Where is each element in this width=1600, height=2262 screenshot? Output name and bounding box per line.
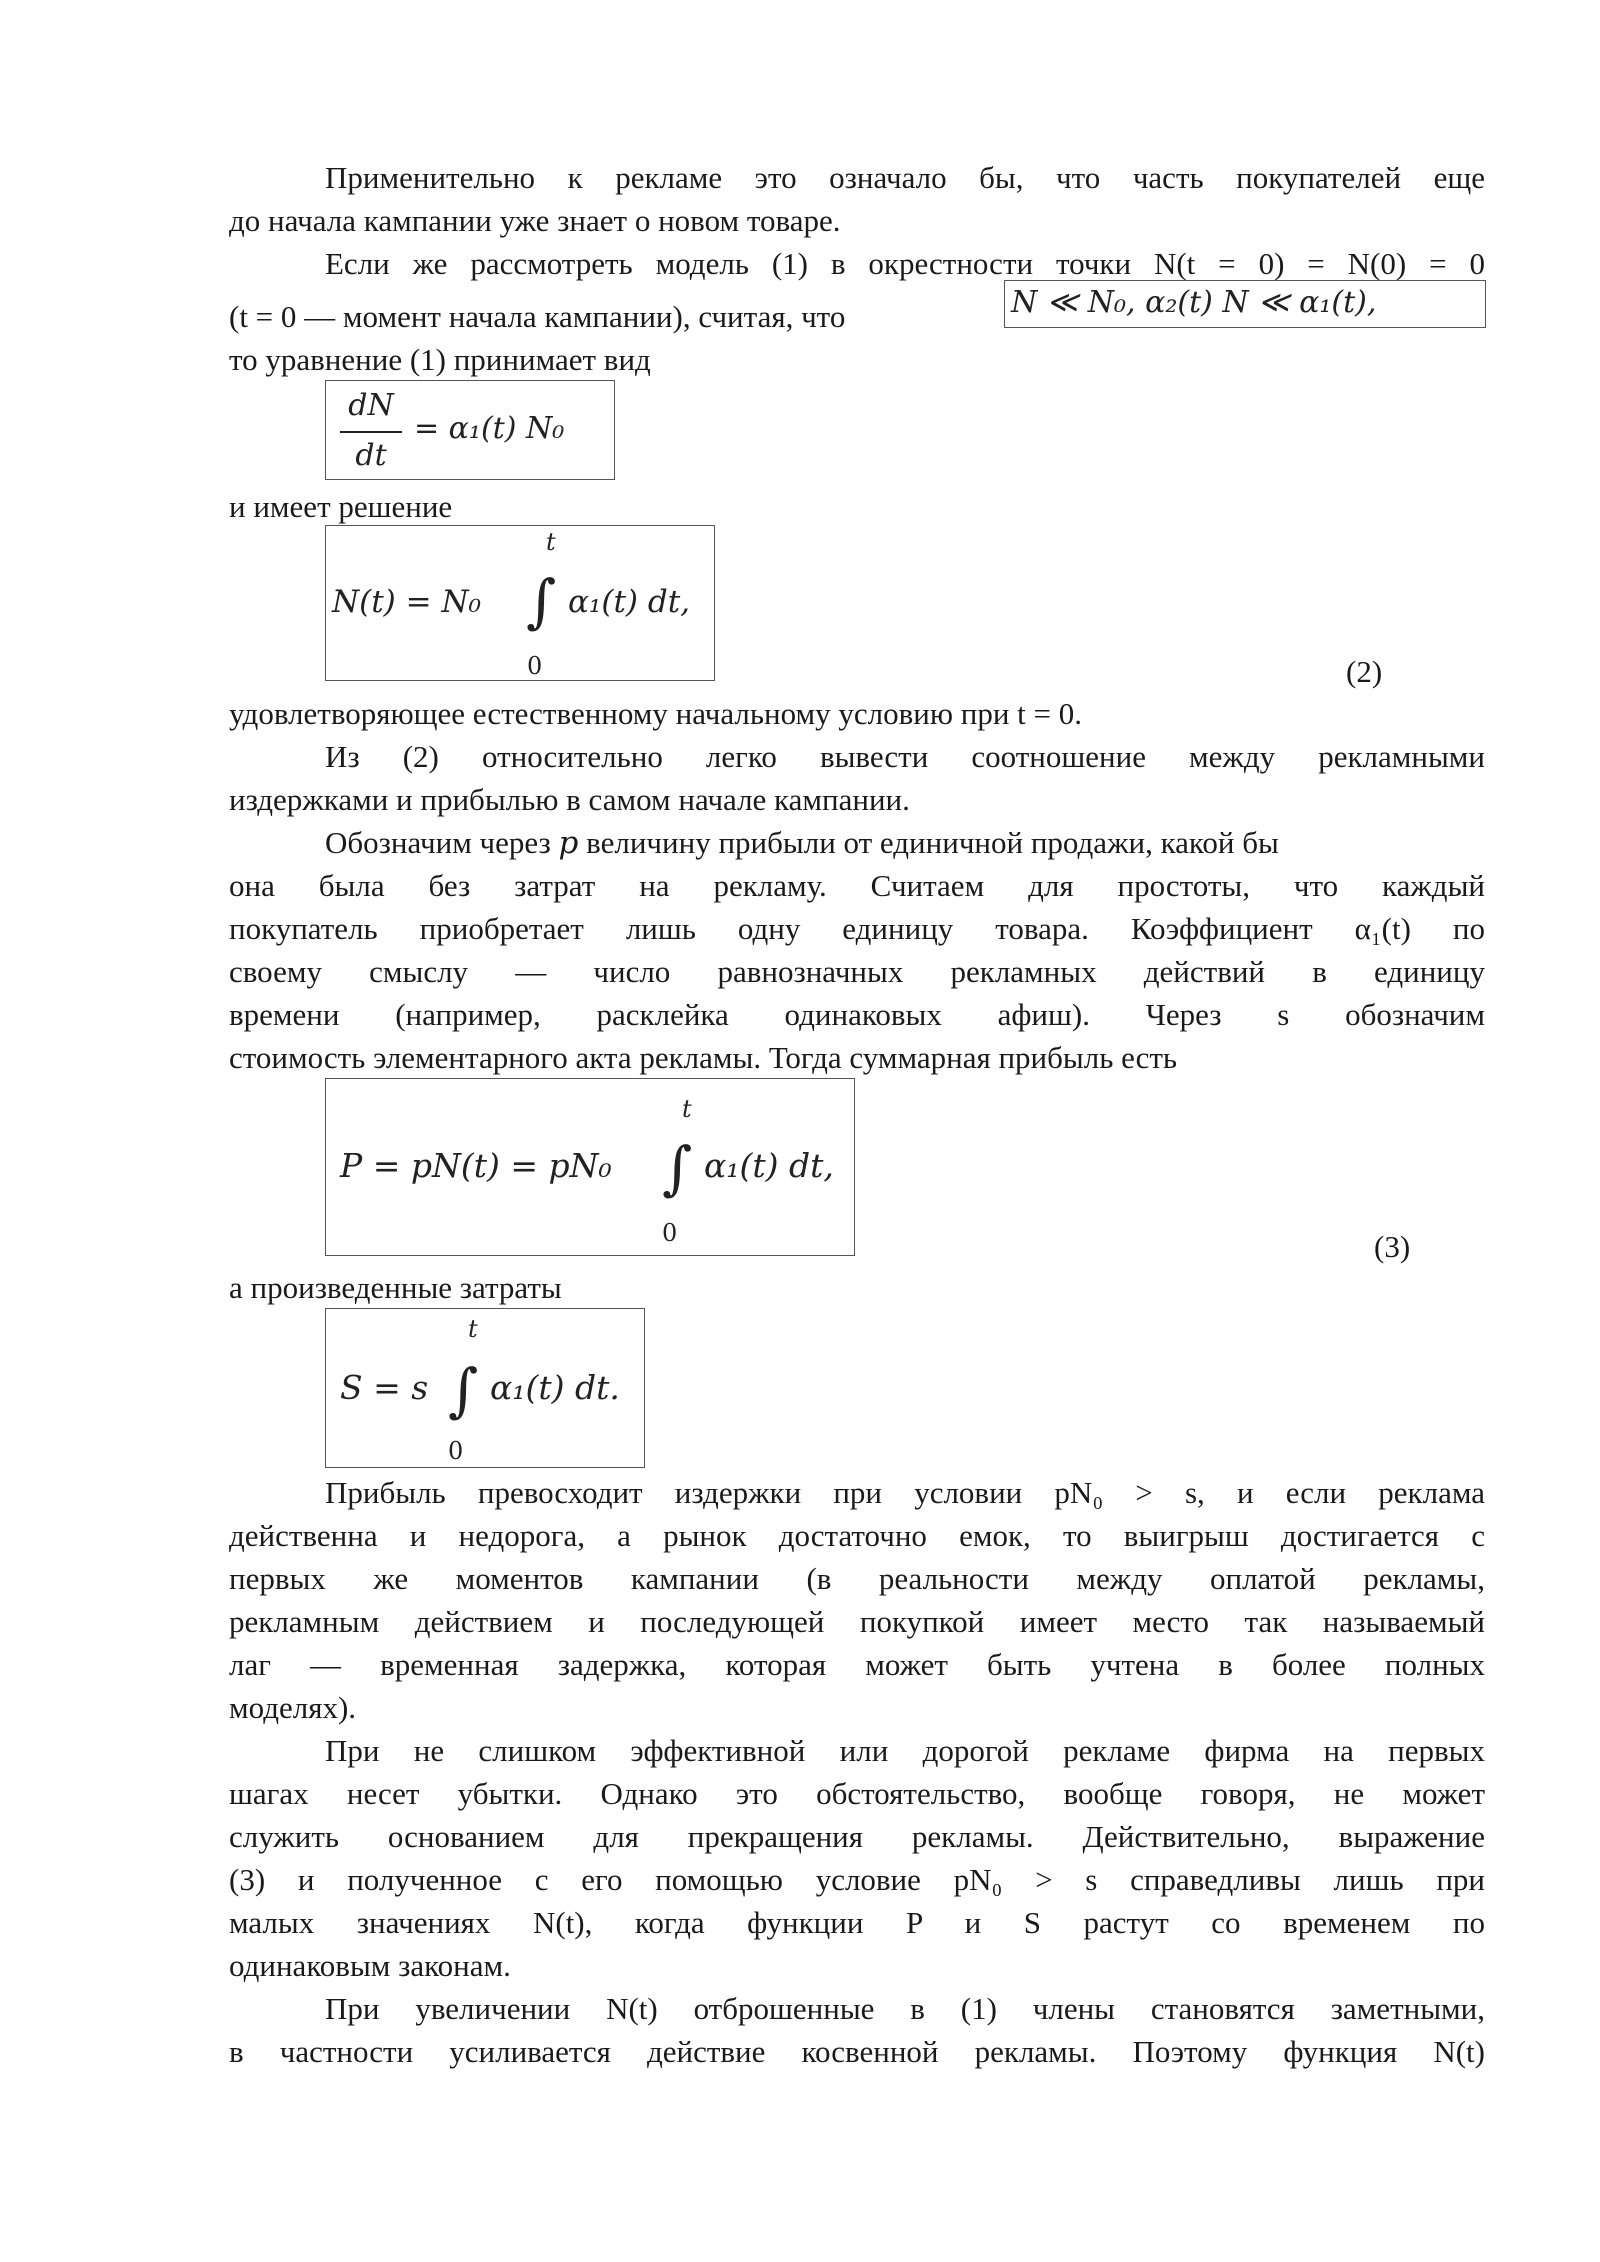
integral-sign: ∫ xyxy=(526,567,557,635)
text-line: Из (2) относительно легко вывести соотношение между рекламными xyxy=(325,739,1485,774)
text-line: служить основанием для прекращения рекламы. Действительно, выражение xyxy=(229,1819,1485,1854)
fraction-numerator: dN xyxy=(348,388,394,423)
condition-formula xyxy=(1004,280,1486,328)
text-line: Применительно к рекламе это означало бы, что часть покупателей еще xyxy=(325,160,1485,195)
integral-upper-limit: t xyxy=(468,1315,478,1343)
text-line: моделях). xyxy=(229,1690,357,1725)
text-line: и имеет решение xyxy=(229,489,453,524)
integral-sign: ∫ xyxy=(448,1356,479,1424)
equation-lhs: N(t) = N₀ xyxy=(332,584,482,620)
equation-rhs: = α₁(t) N₀ xyxy=(414,411,565,446)
text-line: лаг — временная задержка, которая может быть учтена в более полных xyxy=(229,1647,1485,1682)
text-line: в частности усиливается действие косвенной рекламы. Поэтому функция N(t) xyxy=(229,2034,1485,2069)
text-line: одинаковым законам. xyxy=(229,1948,511,1983)
text-segment: величину прибыли от единичной продажи, какой бы xyxy=(586,825,1279,860)
text-line: (t = 0 — момент начала кампании), считая, что xyxy=(229,299,846,334)
fraction-denominator: dt xyxy=(355,438,387,473)
text-line: малых значениях N(t), когда функции P и S растут со временем по xyxy=(229,1905,1485,1940)
condition-formula-text: N ≪ N₀, α₂(t) N ≪ α₁(t), xyxy=(1011,285,1377,320)
text-line: удовлетворяющее естественному начальному условию при t = 0. xyxy=(229,696,1082,731)
text-line: времени (например, расклейка одинаковых афиш). Через s обозначим xyxy=(229,997,1485,1032)
text-line: При не слишком эффективной или дорогой рекламе фирма на первых xyxy=(325,1733,1485,1768)
equation-lhs: S = s xyxy=(340,1368,429,1407)
text-line: издержками и прибылью в самом начале кампании. xyxy=(229,782,910,817)
equation-2 xyxy=(325,525,715,681)
text-line: стоимость элементарного акта рекламы. Тогда суммарная прибыль есть xyxy=(229,1040,1178,1075)
text-line: рекламным действием и последующей покупкой имеет место так называемый xyxy=(229,1604,1485,1639)
equation-number: (2) xyxy=(1346,654,1383,689)
text-line: то уравнение (1) принимает вид xyxy=(229,342,651,377)
integral-sign: ∫ xyxy=(662,1134,693,1202)
equation-number: (3) xyxy=(1374,1229,1411,1264)
text-line: покупатель приобретает лишь одну единицу товара. Коэффициент α₁(t) по xyxy=(229,911,1485,946)
text-line: первых же моментов кампании (в реальности между оплатой рекламы, xyxy=(229,1561,1485,1596)
equation-lhs: P = pN(t) = pN₀ xyxy=(340,1146,612,1185)
cost-equation xyxy=(325,1308,645,1468)
integral-lower-limit: 0 xyxy=(527,652,543,680)
integrand: α₁(t) dt, xyxy=(568,584,691,620)
fraction xyxy=(340,387,402,475)
text-line: При увеличении N(t) отброшенные в (1) члены становятся заметными, xyxy=(325,1991,1485,2026)
integrand: α₁(t) dt. xyxy=(490,1368,620,1407)
integrand: α₁(t) dt, xyxy=(704,1146,834,1185)
text-line: (3) и полученное с его помощью условие pN₀ > s справедливы лишь при xyxy=(229,1862,1485,1897)
text-line: она была без затрат на рекламу. Считаем для простоты, что каждый xyxy=(229,868,1485,903)
text-line: своему смыслу — число равнозначных рекламных действий в единицу xyxy=(229,954,1485,989)
fraction-bar xyxy=(340,431,402,433)
differential-equation xyxy=(325,380,615,480)
text-line: до начала кампании уже знает о новом товаре. xyxy=(229,203,841,238)
text-line: шагах несет убытки. Однако это обстоятельство, вообще говоря, не может xyxy=(229,1776,1485,1811)
text-line xyxy=(325,821,1485,865)
integral-upper-limit: t xyxy=(682,1095,692,1123)
text-line: Если же рассмотреть модель (1) в окрестности точки N(t = 0) = N(0) = 0 xyxy=(325,246,1485,281)
text-segment: Обозначим через xyxy=(325,825,551,860)
integral-lower-limit: 0 xyxy=(662,1219,678,1247)
equation-3 xyxy=(325,1078,855,1256)
integral-upper-limit: t xyxy=(546,528,556,556)
text-line: действенна и недорога, а рынок достаточно емок, то выигрыш достигается с xyxy=(229,1518,1485,1553)
text-line: Прибыль превосходит издержки при условии pN₀ > s, и если реклама xyxy=(325,1475,1485,1510)
integral-lower-limit: 0 xyxy=(448,1437,464,1465)
text-line: а произведенные затраты xyxy=(229,1270,562,1305)
italic-variable: p xyxy=(558,825,579,861)
